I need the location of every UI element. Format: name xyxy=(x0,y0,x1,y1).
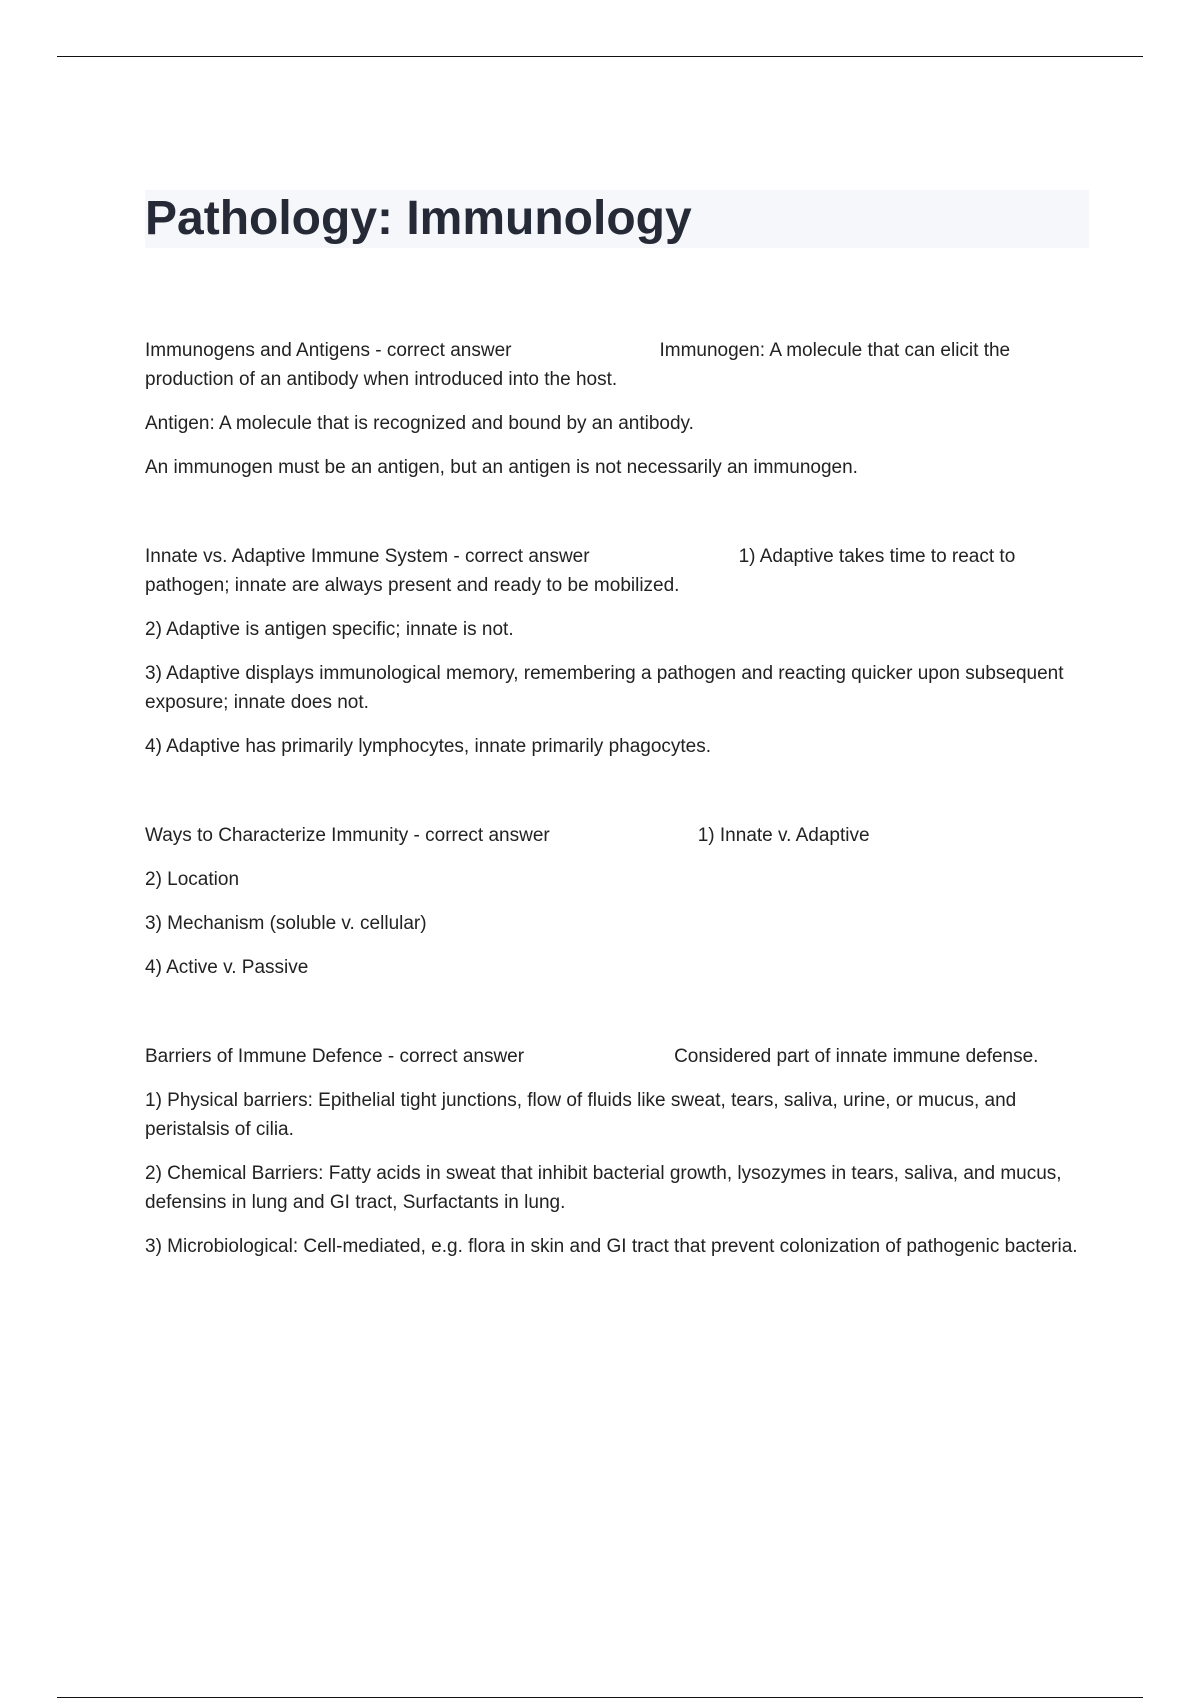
bottom-rule xyxy=(57,1697,1143,1698)
flashcard-question: Immunogens and Antigens - correct answer xyxy=(145,340,512,361)
flashcard-characterize-immunity xyxy=(145,821,1090,982)
top-rule xyxy=(57,56,1143,57)
flashcard-list xyxy=(145,336,1090,1321)
flashcard-first-line xyxy=(145,821,1090,850)
flashcard-answer-start: 1) Adaptive takes time to react to pathogen; innate are always present and ready to be mobilized. xyxy=(145,546,1016,596)
flashcard-barriers-immune-defence xyxy=(145,1042,1090,1261)
flashcard-immunogens-antigens xyxy=(145,336,1090,482)
flashcard-answer-start: 1) Innate v. Adaptive xyxy=(697,825,870,846)
flashcard-answer-start: Immunogen: A molecule that can elicit the production of an antibody when introduced into the host. xyxy=(145,340,1011,390)
flashcard-paragraph: 1) Physical barriers: Epithelial tight junctions, flow of fluids like sweat, tears, saliva, urine, or mucus, and peristalsis of cilia. xyxy=(145,1090,1017,1140)
flashcard-paragraph: An immunogen must be an antigen, but an antigen is not necessarily an immunogen. xyxy=(145,457,858,478)
flashcard-paragraph: 4) Active v. Passive xyxy=(145,957,309,978)
flashcard-paragraph: 3) Microbiological: Cell-mediated, e.g. flora in skin and GI tract that prevent colonization of pathogenic bacteria. xyxy=(145,1236,1078,1257)
flashcard-paragraph: 2) Location xyxy=(145,869,240,890)
flashcard-paragraph: 3) Adaptive displays immunological memory, remembering a pathogen and reacting quicker upon subsequent exposure; innate does not. xyxy=(145,663,1064,713)
flashcard-first-line xyxy=(145,1042,1090,1071)
flashcard-paragraph: 2) Adaptive is antigen specific; innate is not. xyxy=(145,619,514,640)
flashcard-question: Ways to Characterize Immunity - correct answer xyxy=(145,825,550,846)
flashcard-answer-start: Considered part of innate immune defense. xyxy=(674,1046,1039,1067)
page-title: Pathology: Immunology xyxy=(145,192,692,245)
flashcard-paragraph: 3) Mechanism (soluble v. cellular) xyxy=(145,913,427,934)
flashcard-first-line xyxy=(145,336,1090,394)
flashcard-paragraph: 4) Adaptive has primarily lymphocytes, innate primarily phagocytes. xyxy=(145,736,712,757)
flashcard-question: Barriers of Immune Defence - correct answer xyxy=(145,1046,525,1067)
flashcard-paragraph: 2) Chemical Barriers: Fatty acids in sweat that inhibit bacterial growth, lysozymes in tears, saliva, and mucus, defensins in lung and GI tract, Surfactants in lung. xyxy=(145,1163,1062,1213)
flashcard-innate-adaptive xyxy=(145,542,1090,761)
flashcard-paragraph: Antigen: A molecule that is recognized and bound by an antibody. xyxy=(145,413,694,434)
flashcard-question: Innate vs. Adaptive Immune System - correct answer xyxy=(145,546,590,567)
flashcard-first-line xyxy=(145,542,1090,600)
